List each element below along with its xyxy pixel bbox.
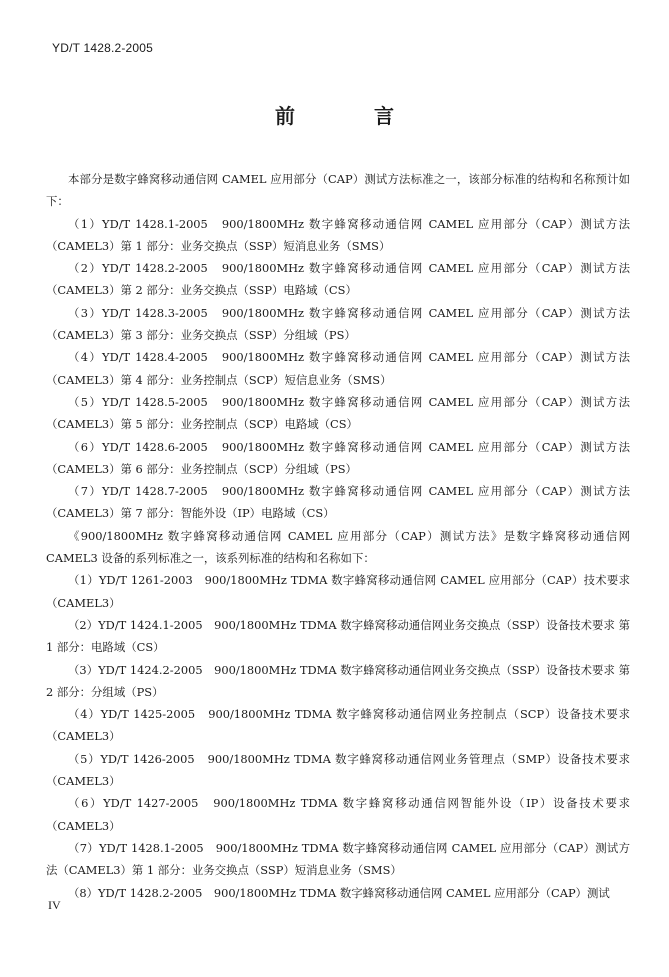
list-item: （3）YD/T 1428.3-2005 900/1800MHz 数字蜂窝移动通信网 CAMEL 应用部分（CAP）测试方法（CAMEL3）第 3 部分：业务交换点（SSP）分组域（PS） — [46, 305, 630, 343]
list-item: （6）YD/T 1427-2005 900/1800MHz TDMA 数字蜂窝移动通信网智能外设（IP）设备技术要求（CAMEL3） — [46, 796, 630, 833]
body-text — [46, 168, 630, 904]
list-item: （5）YD/T 1426-2005 900/1800MHz TDMA 数字蜂窝移动通信网业务管理点（SMP）设备技术要求（CAMEL3） — [46, 751, 630, 789]
list-item: （5）YD/T 1428.5-2005 900/1800MHz 数字蜂窝移动通信网 CAMEL 应用部分（CAP）测试方法（CAMEL3）第 5 部分：业务控制点（SCP）电路域（CS） — [46, 394, 630, 432]
intro-paragraph: 本部分是数字蜂窝移动通信网 CAMEL 应用部分（CAP）测试方法标准之一，该部分标准的结构和名称预计如下： — [46, 172, 630, 209]
series-intro-paragraph: 《900/1800MHz 数字蜂窝移动通信网 CAMEL 应用部分（CAP）测试方法》是数字蜂窝移动通信网 CAMEL3 设备的系列标准之一，该系列标准的结构和名称如下： — [46, 528, 630, 566]
list-item: （2）YD/T 1424.1-2005 900/1800MHz TDMA 数字蜂窝移动通信网业务交换点（SSP）设备技术要求 第 1 部分：电路域（CS） — [46, 617, 630, 655]
page-title: 前 言 — [275, 104, 430, 128]
list-item: （4）YD/T 1425-2005 900/1800MHz TDMA 数字蜂窝移动通信网业务控制点（SCP）设备技术要求（CAMEL3） — [46, 707, 630, 744]
list-item: （7）YD/T 1428.1-2005 900/1800MHz TDMA 数字蜂窝移动通信网 CAMEL 应用部分（CAP）测试方法（CAMEL3）第 1 部分：业务交换点（SSP）短消息业务（SMS） — [46, 840, 630, 878]
list-item: （3）YD/T 1424.2-2005 900/1800MHz TDMA 数字蜂窝移动通信网业务交换点（SSP）设备技术要求 第 2 部分：分组域（PS） — [46, 662, 630, 699]
list-item: （2）YD/T 1428.2-2005 900/1800MHz 数字蜂窝移动通信网 CAMEL 应用部分（CAP）测试方法（CAMEL3）第 2 部分：业务交换点（SSP）电路域（CS） — [46, 261, 630, 298]
page-number: IV — [48, 898, 61, 912]
list-item: （8）YD/T 1428.2-2005 900/1800MHz TDMA 数字蜂窝移动通信网 CAMEL 应用部分（CAP）测试 — [68, 885, 610, 900]
document-number: YD/T 1428.2-2005 — [52, 41, 154, 55]
list-item: （6）YD/T 1428.6-2005 900/1800MHz 数字蜂窝移动通信网 CAMEL 应用部分（CAP）测试方法（CAMEL3）第 6 部分：业务控制点（SCP）分组域（PS） — [46, 439, 630, 476]
list-item: （7）YD/T 1428.7-2005 900/1800MHz 数字蜂窝移动通信网 CAMEL 应用部分（CAP）测试方法（CAMEL3）第 7 部分：智能外设（IP）电路域（CS） — [46, 484, 630, 521]
list-item: （1）YD/T 1261-2003 900/1800MHz TDMA 数字蜂窝移动通信网 CAMEL 应用部分（CAP）技术要求（CAMEL3） — [46, 573, 630, 610]
list-item: （4）YD/T 1428.4-2005 900/1800MHz 数字蜂窝移动通信网 CAMEL 应用部分（CAP）测试方法（CAMEL3）第 4 部分：业务控制点（SCP）短信息业务（SMS） — [46, 350, 630, 387]
list-item: （1）YD/T 1428.1-2005 900/1800MHz 数字蜂窝移动通信网 CAMEL 应用部分（CAP）测试方法（CAMEL3）第 1 部分：业务交换点（SSP）短消息业务（SMS） — [46, 216, 630, 253]
